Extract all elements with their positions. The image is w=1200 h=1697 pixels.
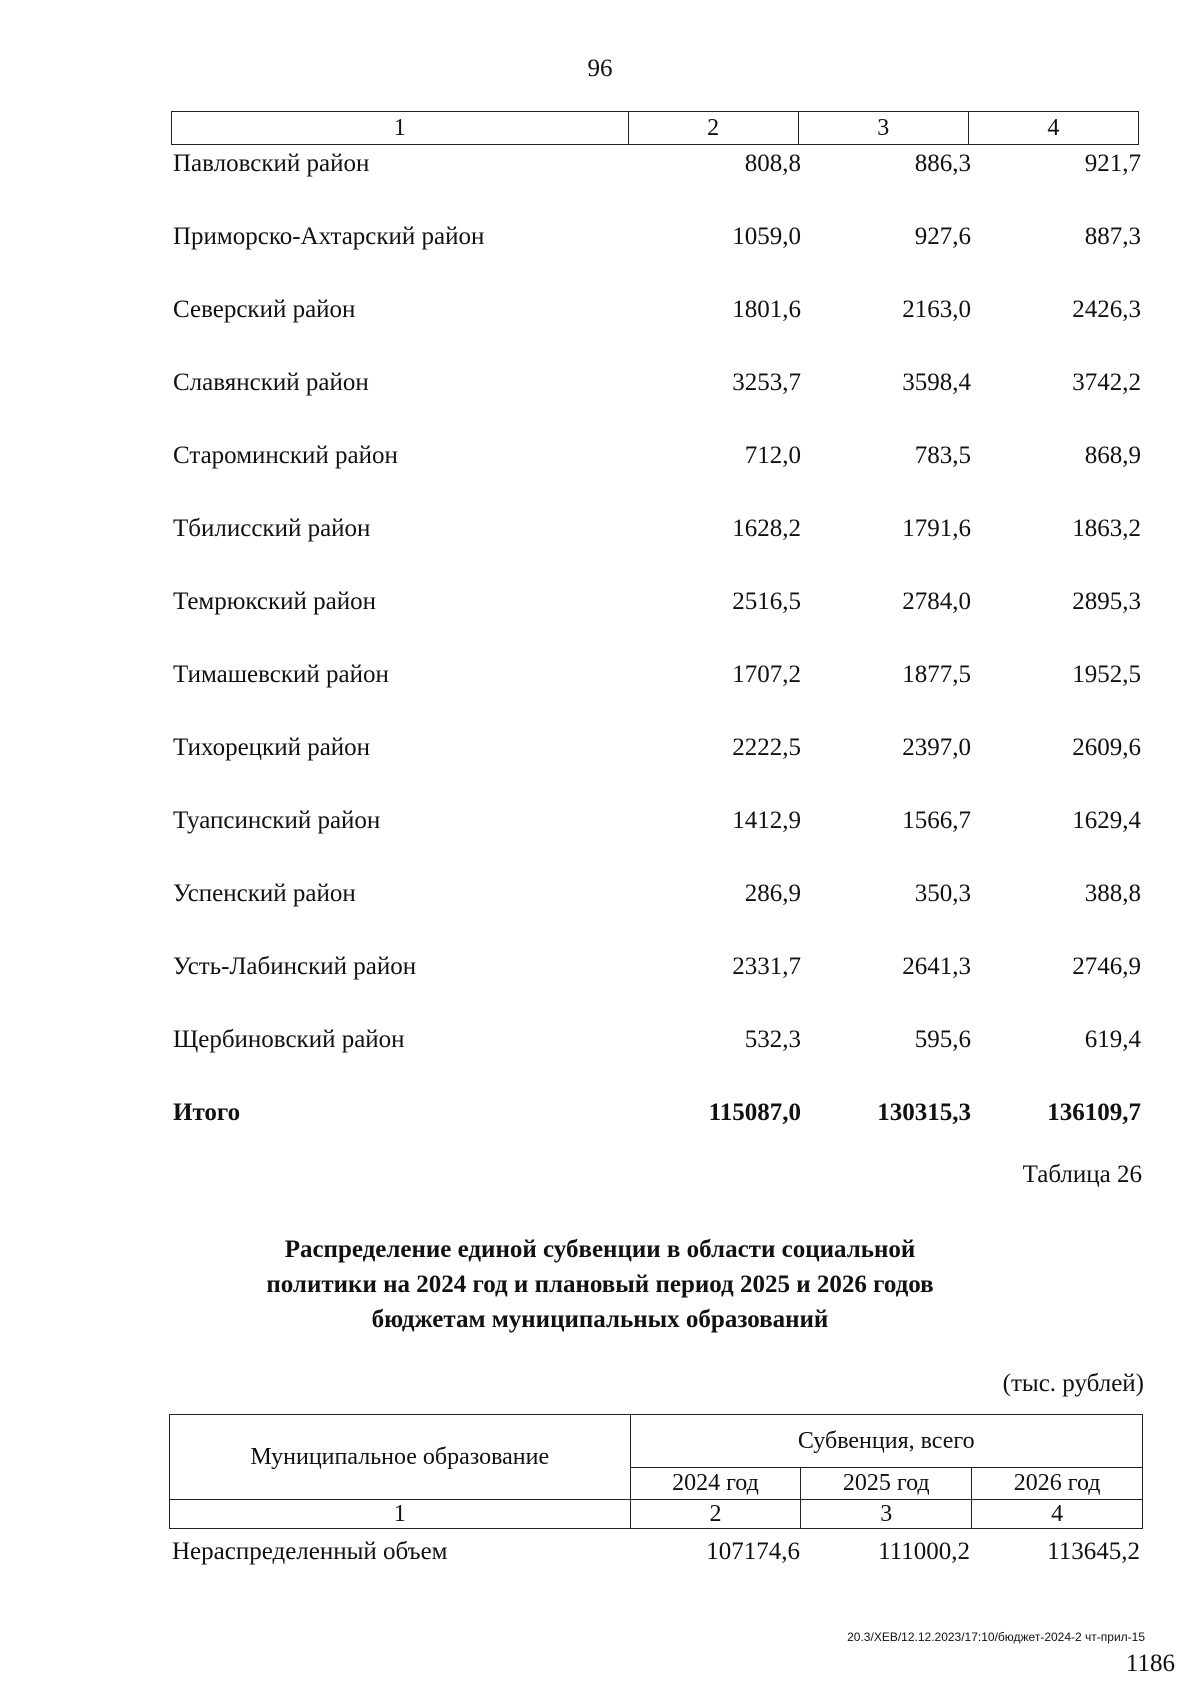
- table-row: [173, 1026, 1141, 1099]
- value-2026: 2746,9: [1072, 953, 1141, 980]
- value-2026: 1629,4: [1072, 807, 1141, 834]
- header-col-4: 4: [968, 112, 1138, 145]
- value-2025: 350,3: [914, 880, 971, 907]
- value-2026: 2609,6: [1072, 734, 1141, 761]
- total-row: [173, 1099, 1141, 1172]
- header-col-2: 2: [628, 112, 798, 145]
- row-name: Павловский район: [173, 150, 370, 177]
- value-2024: 532,3: [744, 1026, 801, 1053]
- table-row: [173, 223, 1141, 296]
- value-2025: 2641,3: [902, 953, 971, 980]
- footer-page-number: 1186: [1125, 1650, 1175, 1677]
- row-name: Северский район: [173, 296, 356, 323]
- table-row: [173, 296, 1141, 369]
- value-2026: 2895,3: [1072, 588, 1141, 615]
- header-year-2025: 2025 год: [801, 1467, 972, 1499]
- value-2026: 113645,2: [1047, 1538, 1140, 1565]
- header-num-1: 1: [170, 1500, 631, 1529]
- row-name: Тбилисский район: [173, 515, 371, 542]
- table-row: [173, 515, 1141, 588]
- table-row: [173, 661, 1141, 734]
- value-2025: 3598,4: [902, 369, 971, 396]
- value-2026: 921,7: [1084, 150, 1141, 177]
- bottom-table-header: [169, 1414, 1143, 1529]
- page-number: 96: [587, 55, 613, 82]
- table-label: Таблица 26: [1022, 1161, 1142, 1188]
- value-2025: 886,3: [914, 150, 971, 177]
- value-2024: 712,0: [744, 442, 801, 469]
- header-num-2: 2: [630, 1500, 801, 1529]
- row-name: Успенский район: [173, 880, 356, 907]
- value-2026: 1952,5: [1072, 661, 1141, 688]
- value-2024: 2331,7: [732, 953, 801, 980]
- value-2025: 595,6: [914, 1026, 971, 1053]
- table-row: [173, 734, 1141, 807]
- header-col-3: 3: [798, 112, 968, 145]
- row-name: Щербиновский район: [173, 1026, 405, 1053]
- table-row: [173, 953, 1141, 1026]
- value-2026: 868,9: [1084, 442, 1141, 469]
- title-line: бюджетам муниципальных образований: [371, 1306, 829, 1333]
- value-2026: 2426,3: [1072, 296, 1141, 323]
- value-2026: 887,3: [1084, 223, 1141, 250]
- row-name: Туапсинский район: [173, 807, 381, 834]
- row-name: Тихорецкий район: [173, 734, 371, 761]
- header-subvention-total: Субвенция, всего: [630, 1415, 1142, 1468]
- value-2026: 388,8: [1084, 880, 1141, 907]
- value-2024: 2222,5: [732, 734, 801, 761]
- row-name: Приморско-Ахтарский район: [173, 223, 485, 250]
- value-2025: 927,6: [914, 223, 971, 250]
- value-2024: 1801,6: [732, 296, 801, 323]
- value-2025: 2784,0: [902, 588, 971, 615]
- value-2024: 1059,0: [732, 223, 801, 250]
- value-2024: 107174,6: [706, 1538, 800, 1565]
- table-row: [173, 442, 1141, 515]
- value-2024: 3253,7: [732, 369, 801, 396]
- table-row: [173, 369, 1141, 442]
- value-2025: 1791,6: [902, 515, 971, 542]
- value-2024: 286,9: [744, 880, 801, 907]
- header-num-4: 4: [972, 1500, 1143, 1529]
- total-2024: 115087,0: [708, 1099, 801, 1126]
- top-table-header: [171, 111, 1139, 145]
- table-row: [173, 880, 1141, 953]
- row-name: Славянский район: [173, 369, 369, 396]
- row-name: Темрюкский район: [173, 588, 377, 615]
- header-year-2024: 2024 год: [630, 1467, 801, 1499]
- value-2026: 619,4: [1084, 1026, 1141, 1053]
- row-name: Тимашевский район: [173, 661, 389, 688]
- units-label: (тыс. рублей): [1002, 1370, 1144, 1397]
- table-row: [173, 150, 1141, 223]
- value-2025: 783,5: [914, 442, 971, 469]
- table-row: [173, 807, 1141, 880]
- title-line: Распределение единой субвенции в области социальной: [284, 1236, 916, 1263]
- total-2025: 130315,3: [877, 1099, 971, 1126]
- value-2024: 808,8: [744, 150, 801, 177]
- header-municipality: Муниципальное образование: [170, 1415, 631, 1500]
- value-2024: 2516,5: [732, 588, 801, 615]
- table-row: [173, 588, 1141, 661]
- header-col-1: 1: [172, 112, 629, 145]
- section-title: [0, 1232, 1200, 1337]
- value-2026: 3742,2: [1072, 369, 1141, 396]
- header-num-3: 3: [801, 1500, 972, 1529]
- value-2026: 1863,2: [1072, 515, 1141, 542]
- district-rows: [173, 150, 1141, 1172]
- value-2025: 1566,7: [902, 807, 971, 834]
- table-row: [172, 1538, 1142, 1566]
- value-2024: 1412,9: [732, 807, 801, 834]
- total-label: Итого: [173, 1099, 241, 1126]
- title-line: политики на 2024 год и плановый период 2025 и 2026 годов: [266, 1271, 934, 1298]
- value-2025: 111000,2: [878, 1538, 970, 1565]
- value-2024: 1628,2: [732, 515, 801, 542]
- value-2025: 2397,0: [902, 734, 971, 761]
- row-name: Усть-Лабинский район: [173, 953, 417, 980]
- value-2025: 1877,5: [902, 661, 971, 688]
- value-2024: 1707,2: [732, 661, 801, 688]
- value-2025: 2163,0: [902, 296, 971, 323]
- total-2026: 136109,7: [1047, 1099, 1141, 1126]
- row-name: Староминский район: [173, 442, 398, 469]
- header-year-2026: 2026 год: [972, 1467, 1143, 1499]
- footer-document-code: 20.3/ХЕВ/12.12.2023/17:10/бюджет-2024-2 чт-прил-15: [847, 1630, 1145, 1644]
- row-name: Нераспределенный объем: [172, 1538, 448, 1565]
